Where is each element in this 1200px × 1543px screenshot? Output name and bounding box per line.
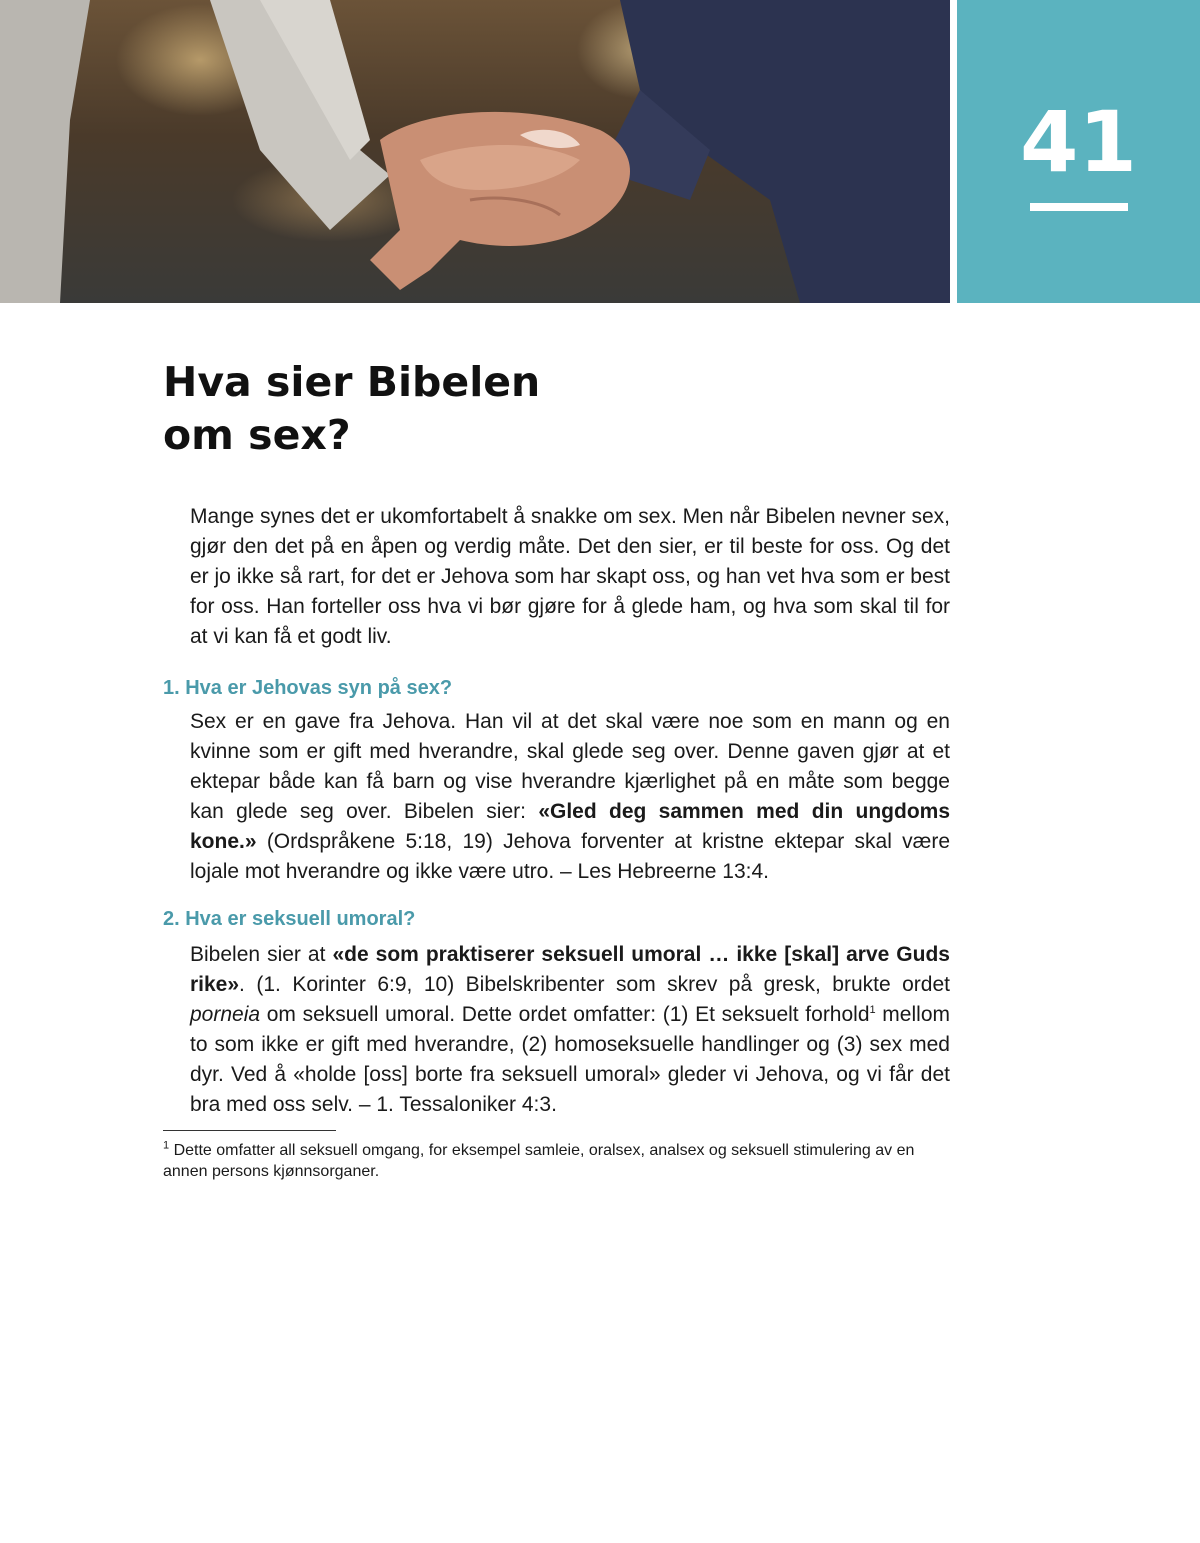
answer-1-text-b: (Ordspråkene 5:18, 19) Jehova forventer at kristne ektepar skal være lojale mot hverandre og ikke være utro. – Les Hebreerne 13:4. (190, 830, 950, 883)
footnote-text: Dette omfatter all seksuell omgang, for eksempel samleie, oralsex, analsex og seksuell stimulering av en annen persons kjønnsorganer. (163, 1142, 915, 1180)
holding-hands-illustration (0, 0, 950, 303)
answer-1-quote: «Gled deg sammen med din ungdoms kone.» (190, 800, 950, 853)
intro-paragraph (190, 502, 950, 652)
answer-1-paragraph (190, 707, 950, 887)
answer-2-text-d: mellom to som ikke er gift med hverandre, (2) homoseksuelle handlinger og (3) sex med dyr. Ved å «holde [oss] borte fra seksuell umoral» gleder vi Jehova, og vi får det bra med oss selv. – 1. Tessaloniker 4:3. (190, 1003, 950, 1116)
footnote-divider (163, 1130, 336, 1131)
chapter-number-underline (1030, 203, 1128, 211)
hero-photo-holding-hands (0, 0, 950, 303)
answer-1-text (190, 707, 950, 887)
page-title (163, 356, 540, 462)
answer-1-text-a: Sex er en gave fra Jehova. Han vil at det skal være noe som en mann og en kvinne som er gift med hverandre, skal glede seg over. Denne gaven gjør at et ektepar både kan få barn og vise hverandre kjærlighet på en måte som begge kan glede seg over. Bibelen sier: (190, 710, 950, 823)
question-1-heading: 1. Hva er Jehovas syn på sex? (163, 677, 453, 699)
answer-2-text (190, 940, 950, 1120)
answer-2-term: porneia (190, 1003, 261, 1026)
question-2-heading: 2. Hva er seksuell umoral? (163, 908, 416, 930)
footnote (163, 1140, 943, 1182)
chapter-number: 41 (1020, 93, 1137, 191)
answer-2-paragraph (190, 940, 950, 1120)
page-title-line-1: Hva sier Bibelen (163, 358, 541, 406)
footnote-reference[interactable]: 1 (869, 1004, 876, 1016)
page-title-line-2: om sex? (163, 411, 351, 459)
answer-2-text-a: Bibelen sier at (190, 943, 333, 966)
answer-2-text-c: om seksuell umoral. Dette ordet omfatter: (1) Et seksuelt forhold (260, 1003, 870, 1026)
intro-text: Mange synes det er ukomfortabelt å snakke om sex. Men når Bibelen nevner sex, gjør den det på en åpen og verdig måte. Det den sier, er til beste for oss. Og det er jo ikke så rart, for det er Jehova som har skapt oss, og han vet hva som er best for oss. Han forteller oss hva vi bør gjøre for å glede ham, og hva som skal til for at vi kan få et godt liv. (190, 505, 950, 648)
answer-2-quote: «de som praktiserer seksuell umoral … ikke [skal] arve Guds rike» (190, 943, 950, 996)
footnote-marker: 1 (163, 1139, 170, 1152)
chapter-number-box (957, 0, 1200, 303)
answer-2-text-b: . (1. Korinter 6:9, 10) Bibelskribenter som skrev på gresk, brukte ordet (239, 973, 950, 996)
